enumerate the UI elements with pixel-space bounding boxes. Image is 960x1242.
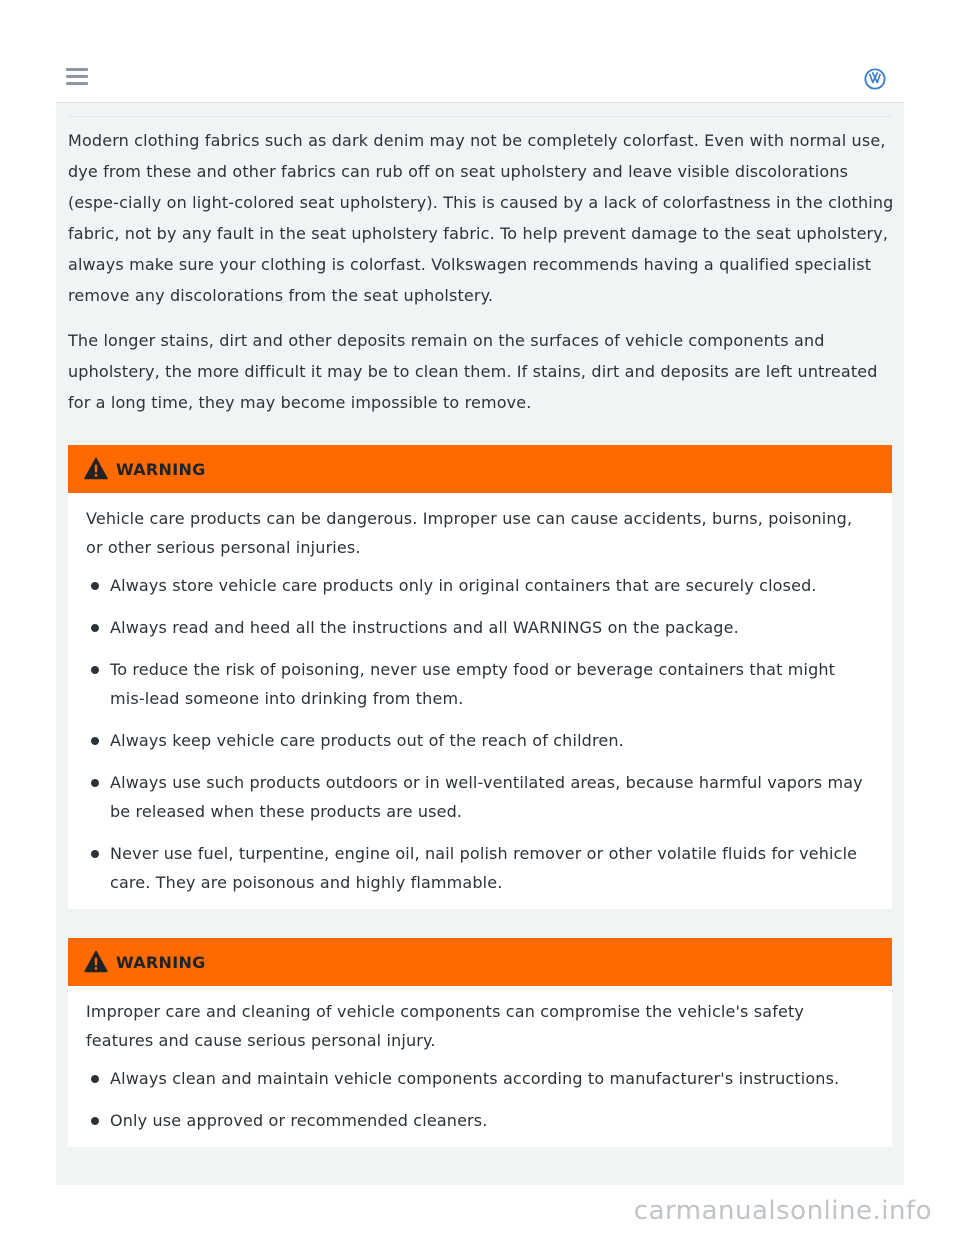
list-item: Always clean and maintain vehicle components according to manufacturer's instructions.	[86, 1064, 872, 1093]
top-bar	[56, 56, 904, 103]
warning-title: WARNING	[116, 460, 206, 479]
warning-title: WARNING	[116, 953, 206, 972]
vw-logo-icon[interactable]	[864, 68, 886, 90]
intro-paragraph-2: The longer stains, dirt and other deposits remain on the surfaces of vehicle components and upholstery, the more difficult it may be to clean them. If stains, dirt and deposits are left untreated for a long time, they may become impossible to remove.	[68, 331, 878, 412]
warning-lead: Vehicle care products can be dangerous. Improper use can cause accidents, burns, poisoning, or other serious personal injuries.	[86, 509, 853, 557]
warning-list	[86, 1064, 872, 1135]
bullet-icon	[91, 582, 99, 590]
warning-body	[68, 986, 892, 1147]
warning-box-2	[68, 938, 892, 1147]
warning-box-1	[68, 445, 892, 909]
list-item: Never use fuel, turpentine, engine oil, nail polish remover or other volatile fluids for vehicle care. They are poisonous and highly flammable.	[86, 839, 872, 897]
bullet-icon	[91, 850, 99, 858]
list-item: Only use approved or recommended cleaners.	[86, 1106, 872, 1135]
watermark: carmanualsonline.info	[633, 1196, 932, 1226]
list-item: Always keep vehicle care products out of the reach of children.	[86, 726, 872, 755]
warning-list	[86, 571, 872, 897]
list-item: Always read and heed all the instructions and all WARNINGS on the package.	[86, 613, 872, 642]
intro-text	[68, 125, 896, 432]
warning-header	[68, 938, 892, 986]
list-item: Always store vehicle care products only in original containers that are securely closed.	[86, 571, 872, 600]
warning-triangle-icon	[84, 457, 108, 480]
bullet-icon	[91, 1117, 99, 1125]
intro-paragraph-1: Modern clothing fabrics such as dark denim may not be completely colorfast. Even with normal use, dye from these and other fabrics can rub off on seat upholstery and leave visible discolorations (espe-cially on light-colored seat upholstery). This is caused by a lack of colorfastness in the clothing fabric, not by any fault in the seat upholstery fabric. To help prevent damage to the seat upholstery, always make sure your clothing is colorfast. Volkswagen recommends having a qualified specialist remove any discolorations from the seat upholstery.	[68, 131, 894, 305]
warning-triangle-icon	[84, 950, 108, 973]
divider	[68, 116, 892, 117]
bullet-icon	[91, 1075, 99, 1083]
warning-lead: Improper care and cleaning of vehicle components can compromise the vehicle's safety features and cause serious personal injury.	[86, 1002, 805, 1050]
list-item: To reduce the risk of poisoning, never use empty food or beverage containers that might mis-lead someone into drinking from them.	[86, 655, 872, 713]
bullet-icon	[91, 737, 99, 745]
menu-icon[interactable]	[66, 68, 88, 86]
bullet-icon	[91, 779, 99, 787]
warning-body	[68, 493, 892, 909]
list-item: Always use such products outdoors or in well-ventilated areas, because harmful vapors may be released when these products are used.	[86, 768, 872, 826]
warning-header	[68, 445, 892, 493]
manual-content	[56, 103, 904, 1185]
bullet-icon	[91, 624, 99, 632]
bullet-icon	[91, 666, 99, 674]
